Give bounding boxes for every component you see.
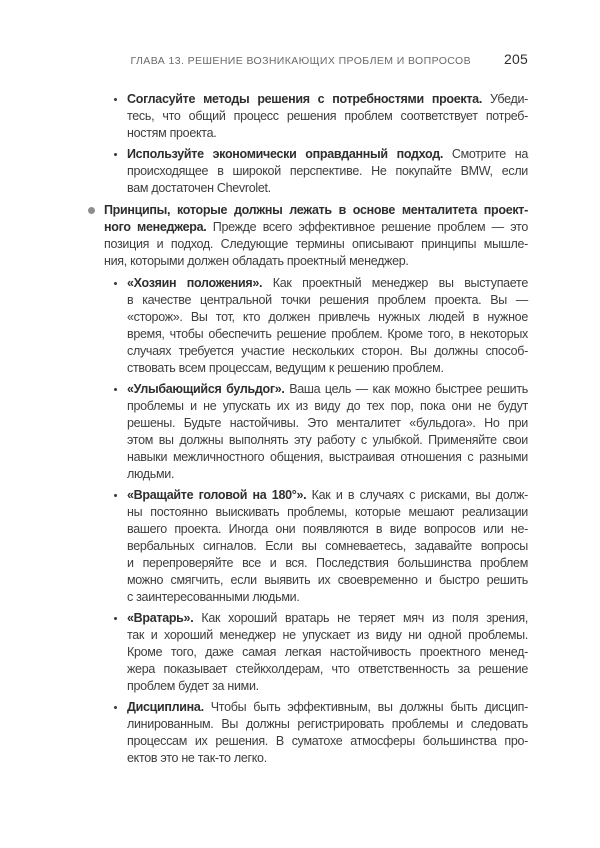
bullet-dot-icon [114,98,117,101]
text-line: Кроме того, даже самая легкая настойчивость проектного менед- [127,645,528,659]
text-line: ностям проекта. [127,126,217,140]
bullet-column [88,202,104,270]
text-line: жера показывает стейкхолдерам, что ответственность за решение [127,662,528,676]
bullet-column [114,699,127,767]
text-line: «Вратарь». Как хороший вратарь не теряет мяч из поля зрения, [127,611,528,625]
text-line: Согласуйте методы решения с потребностями проекта. Убеди- [127,92,528,106]
page-body [0,91,600,771]
bullet-dot-icon [114,153,117,156]
bullet-dot-icon [114,388,117,391]
list-item [0,487,600,606]
bullet-dot-icon [114,282,117,285]
bullet-dot-icon [114,617,117,620]
text-line: «Хозяин положения». Как проектный менеджер вы выступаете [127,276,528,290]
paragraph [127,699,528,767]
text-line: решены. Будьте настойчивы. Это менталитет «бульдога». Но при [127,416,528,430]
text-line: этом вы должны выполнять эту работу с улыбкой. Применяйте свои [127,433,528,447]
list-item [0,699,600,767]
text-line: процессам их решения. В суматохе атмосферы большинства про- [127,734,528,748]
text-line: ны постоянно выискивать проблемы, которые мешают реализации [127,505,528,519]
bullet-dot-icon [114,706,117,709]
page-header [0,51,528,67]
paragraph [127,275,528,377]
list-item [0,381,600,483]
list-item [0,91,600,142]
paragraph [127,146,528,197]
list-item [0,275,600,377]
text-line: в качестве центральной точки решения проблем проекта. Вы — [127,293,528,307]
text-line: вербальных сигналов. Если вы сомневаетесь, задавайте вопросы [127,539,528,553]
list-item [0,610,600,695]
bullet-column [114,91,127,142]
bullet-dot-icon [114,494,117,497]
text-line: случаях требуется участие нескольких сторон. Вы должны способ- [127,344,528,358]
page-number: 205 [504,51,528,67]
list-item [0,146,600,197]
text-line: и перепроверяйте все и вся. Последствия большинства проблем [127,556,528,570]
bullet-column [114,487,127,606]
text-line: позиция и подход. Следующие термины описывают принципы мышле- [104,237,528,251]
text-line: Принципы, которые должны лежать в основе менталитета проект- [104,203,528,217]
text-line: время, чтобы обеспечить решение проблем. Кроме того, в некоторых [127,327,528,341]
text-line: линированным. Вы должны регистрировать проблемы и следовать [127,717,528,731]
text-line: ния, которыми должен обладать проектный менеджер. [104,254,409,268]
text-line: «Улыбающийся бульдог». Ваша цель — как можно быстрее решить [127,382,528,396]
text-line: вашего проекта. Иногда они появляются в виде вопросов или не- [127,522,528,536]
paragraph [127,381,528,483]
paragraph [127,91,528,142]
text-line: тесь, что общий процесс решения проблем соответствует потреб- [127,109,528,123]
bullet-column [114,610,127,695]
text-line: ного менеджера. Прежде всего эффективное решение проблем — это [104,220,528,234]
text-line: так и хороший менеджер не упускает из виду ни одной проблемы. [127,628,528,642]
bullet-list [0,91,600,767]
paragraph [104,202,528,270]
text-line: с заинтересованными людьми. [127,590,300,604]
text-line: можно смягчить, если выявить их своевременно и быстро решить [127,573,528,587]
running-head: ГЛАВА 13. РЕШЕНИЕ ВОЗНИКАЮЩИХ ПРОБЛЕМ И ВОПРОСОВ [130,55,472,67]
text-line: проблемы и не упускать их из виду до тех пор, пока они не будут [127,399,528,413]
bullet-column [114,381,127,483]
text-line: навыки межличностного общения, выстраивая отношения с разными [127,450,528,464]
text-line: происходящее в широкой перспективе. Не покупайте BMW, если [127,164,528,178]
text-line: «сторож». Вы тот, кто должен привлечь нужных людей в нужное [127,310,528,324]
bullet-circle-icon [88,207,95,214]
text-line: Используйте экономически оправданный подход. Смотрите на [127,147,529,161]
paragraph [127,610,528,695]
text-line: «Вращайте головой на 180°». Как и в случаях с рисками, вы долж- [127,488,528,502]
text-line: проблем будет за ними. [127,679,259,693]
text-line: ектов это не так-то легко. [127,751,267,765]
paragraph [127,487,528,606]
text-line: Дисциплина. Чтобы быть эффективным, вы должны быть дисцип- [127,700,528,714]
text-line: людьми. [127,467,175,481]
bullet-column [114,146,127,197]
text-line: вам достаточен Chevrolet. [127,181,271,195]
list-item [0,202,600,270]
bullet-column [114,275,127,377]
text-line: ствовать всем процессам, ведущим к решению проблем. [127,361,444,375]
